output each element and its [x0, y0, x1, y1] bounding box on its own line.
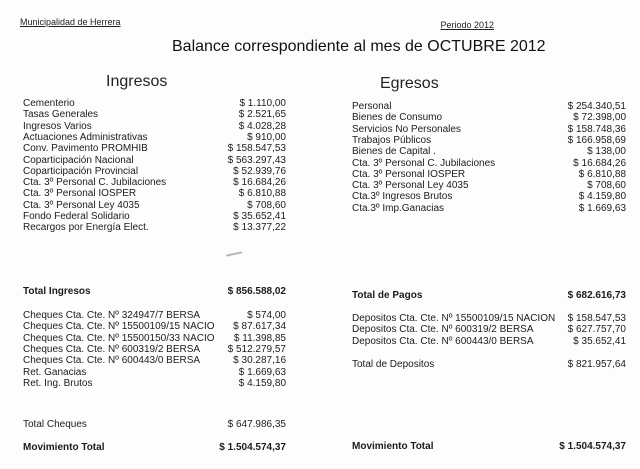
cheque-row-label: Cheques Cta. Cte. Nº 600319/2 BERSA [23, 343, 201, 355]
cheque-row-value: $ 30.287,16 [233, 355, 286, 367]
egresos-row-label: Cta.3º Ingresos Brutos [352, 191, 453, 203]
cheque-row-label: Ret. Ing. Brutos [23, 377, 93, 389]
total-ingresos-label: Total Ingresos [23, 286, 91, 297]
egresos-row-value: $ 1.669,63 [578, 202, 626, 214]
egresos-row-value: $ 708,60 [587, 180, 626, 192]
ingresos-row-value: $ 1.110,00 [239, 98, 286, 109]
ingresos-row-value: $ 910,00 [247, 131, 286, 143]
organization-name: Municipalidad de Herrera [20, 17, 121, 27]
total-depositos-label: Total de Depositos [352, 359, 435, 370]
ingresos-row-value: $ 13.377,22 [233, 222, 286, 234]
total-ingresos-value: $ 856.588,02 [227, 286, 286, 297]
egresos-heading: Egresos [380, 75, 439, 92]
egresos-row-label: Servicios No Personales [352, 123, 461, 135]
egresos-row-value: $ 72.398,00 [573, 112, 626, 124]
movimiento-total-egresos-value: $ 1.504.574,37 [559, 441, 626, 452]
total-pagos-value: $ 682.616,73 [567, 290, 626, 301]
page-title: Balance correspondiente al mes de OCTUBRE 2012 [172, 38, 546, 55]
egresos-row-label: Cta. 3º Personal C. Jubilaciones [352, 157, 496, 169]
ingresos-row-label: Coparticipación Provincial [23, 165, 139, 177]
period-label: Periodo 2012 [440, 20, 494, 30]
cheque-row-label: Cheques Cta. Cte. Nº 15500109/15 NACIO [23, 321, 215, 333]
ingresos-row-label: Cta. 3º Personal IOSPER [23, 188, 137, 200]
ingresos-row-value: $ 52.939,76 [233, 165, 286, 177]
egresos-row-value: $ 158.748,36 [567, 123, 626, 135]
ingresos-row-label: Cementerio [23, 98, 75, 109]
total-pagos-label: Total de Pagos [352, 290, 423, 301]
egresos-row-label: Cta. 3º Personal IOSPER [352, 168, 466, 180]
egresos-row-value: $ 166.958,69 [567, 134, 626, 146]
ingresos-row-value: $ 35.652,41 [233, 211, 286, 222]
ingresos-row-value: $ 2.521,65 [238, 109, 286, 121]
deposito-row-value: $ 35.652,41 [573, 335, 626, 347]
egresos-row-label: Cta.3º Imp.Ganacias [352, 202, 445, 214]
ingresos-row-value: $ 708,60 [247, 199, 286, 211]
ingresos-row-label: Actuaciones Administrativas [23, 131, 148, 143]
movimiento-total-ingresos-label: Movimiento Total [23, 442, 105, 453]
ingresos-row-label: Recargos por Energía Elect. [23, 222, 149, 234]
ingresos-row-label: Tasas Generales [23, 109, 99, 121]
ingresos-row-label: Coparticipación Nacional [23, 154, 134, 166]
cheque-row-label: Cheques Cta. Cte. Nº 600443/0 BERSA [23, 355, 201, 367]
egresos-row-value: $ 4.159,80 [578, 191, 626, 203]
egresos-row-value: $ 6.810,88 [578, 168, 626, 180]
total-cheques-label: Total Cheques [23, 419, 87, 430]
egresos-row-label: Cta. 3º Personal Ley 4035 [352, 180, 469, 192]
deposito-row-label: Depositos Cta. Cte. Nº 600443/0 BERSA [352, 335, 534, 347]
egresos-row-value: $ 254.340,51 [567, 101, 626, 112]
ingresos-row-value: $ 158.547,53 [227, 143, 286, 155]
ingresos-row-value: $ 563.297,43 [227, 154, 286, 166]
ingresos-row-label: Conv. Pavimento PROMHIB [23, 143, 148, 155]
cheque-row-label: Cheques Cta. Cte. Nº 324947/7 BERSA [23, 310, 201, 321]
ingresos-row-label: Fondo Federal Solidario [23, 211, 130, 222]
egresos-row-label: Personal [352, 101, 392, 112]
cheque-row-value: $ 4.159,80 [238, 377, 286, 389]
cheque-row-label: Cheques Cta. Cte. Nº 15500150/33 NACIO [23, 332, 215, 344]
ingresos-row-value: $ 4.028,28 [238, 120, 286, 132]
deposito-row-value: $ 627.757,70 [567, 324, 626, 336]
ingresos-heading: Ingresos [106, 73, 168, 90]
scan-mark [226, 251, 242, 256]
cheque-row-value: $ 11.398,85 [233, 332, 286, 344]
egresos-row-label: Trabajos Públicos [352, 134, 432, 146]
deposito-row-value: $ 158.547,53 [567, 313, 626, 324]
cheque-row-label: Ret. Ganacias [23, 366, 87, 378]
total-cheques-value: $ 647.986,35 [227, 419, 286, 430]
ingresos-row-label: Cta. 3º Personal Ley 4035 [23, 199, 140, 211]
ingresos-row-value: $ 6.810,88 [238, 188, 286, 200]
ingresos-row-value: $ 16.684,26 [233, 177, 286, 189]
movimiento-total-egresos-label: Movimiento Total [352, 441, 434, 452]
movimiento-total-ingresos-value: $ 1.504.574,37 [219, 442, 286, 453]
deposito-row-label: Depositos Cta. Cte. Nº 600319/2 BERSA [352, 324, 534, 336]
total-depositos-value: $ 821.957,64 [567, 359, 626, 370]
cheque-row-value: $ 574,00 [247, 310, 286, 321]
cheque-row-value: $ 512.279,57 [227, 343, 286, 355]
egresos-row-value: $ 138,00 [587, 146, 626, 158]
ingresos-row-label: Cta. 3º Personal C. Jubilaciones [23, 177, 167, 189]
deposito-row-label: Depositos Cta. Cte. Nº 15500109/15 NACION [352, 313, 556, 324]
ingresos-row-label: Ingresos Varios [23, 120, 92, 132]
egresos-row-label: Bienes de Consumo [352, 112, 443, 124]
egresos-row-value: $ 16.684,26 [573, 157, 626, 169]
cheque-row-value: $ 1.669,63 [238, 366, 286, 378]
cheque-row-value: $ 87.617,34 [233, 321, 286, 333]
egresos-row-label: Bienes de Capital . [352, 146, 436, 158]
